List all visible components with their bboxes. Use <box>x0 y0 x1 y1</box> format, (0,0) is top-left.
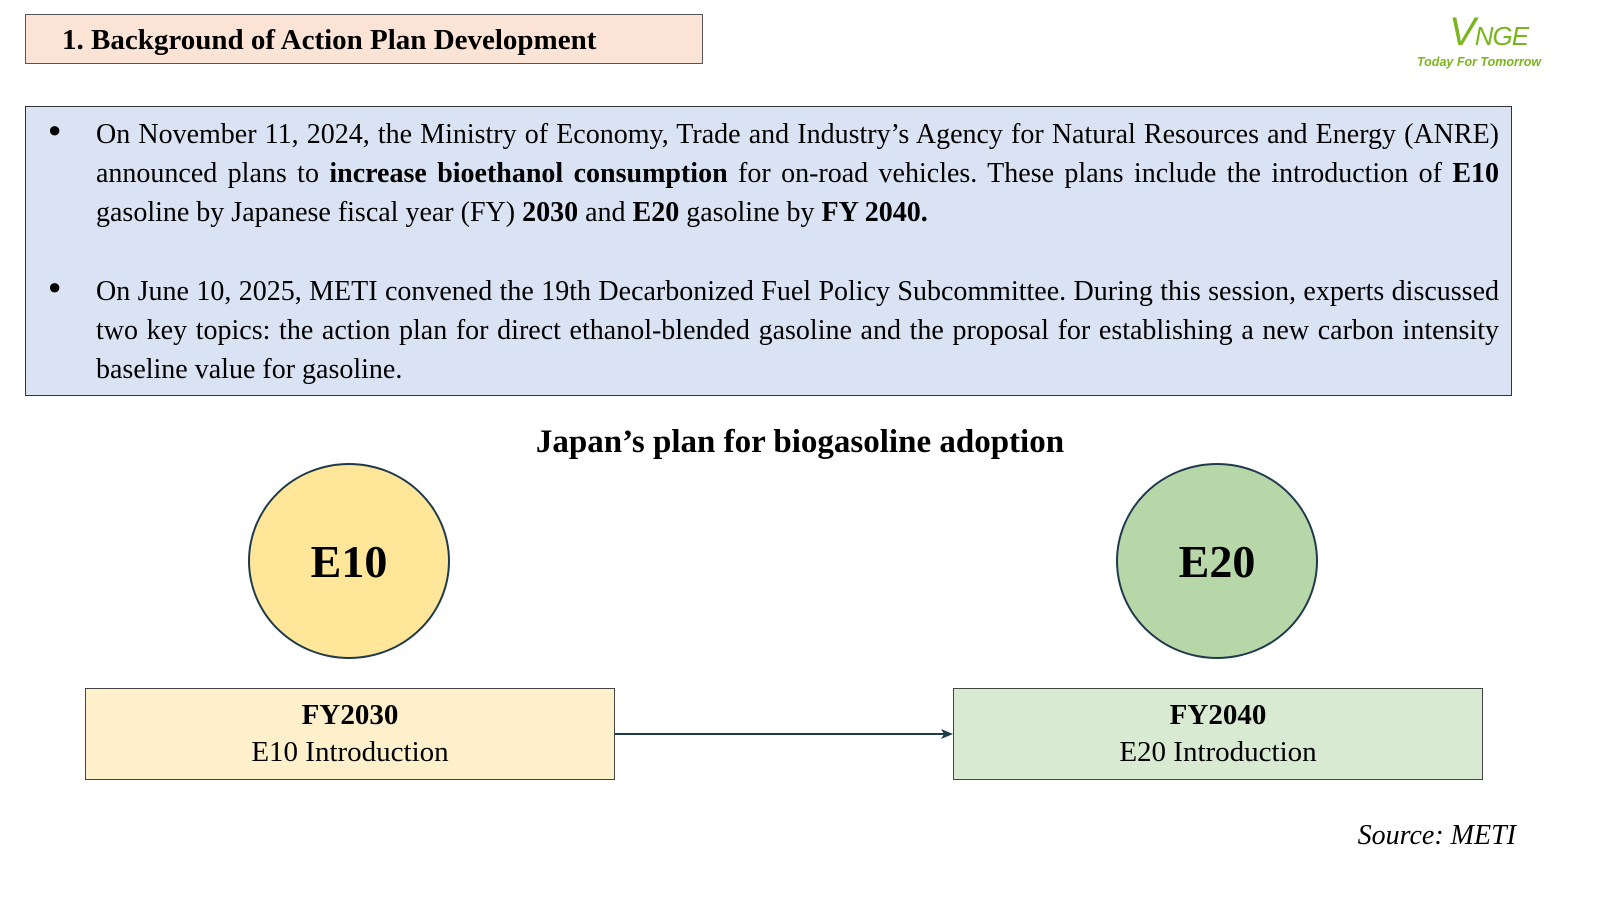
bullet-paragraph-1 <box>96 115 1499 232</box>
paragraph-text: On June 10, 2025, METI convened the 19th Decarbonized Fuel Policy Subcommittee. During this session, experts discussed two key topics: the action plan for direct ethanol-blended gasoline and the proposal for establishing a new carbon intensity baseline value for gasoline. <box>96 276 1499 385</box>
emphasis-text: increase bioethanol consumption <box>329 158 728 189</box>
e20-circle: E20 <box>1116 463 1318 659</box>
stage-year: FY2030 <box>301 699 399 731</box>
paragraph-text: On November 11, 2024, the Ministry of Economy, Trade and Industry’s Agency for Natural Resources and Energy (ANRE) announced plans to <box>96 119 1499 189</box>
emphasis-text: FY 2040. <box>821 197 928 228</box>
paragraph-text: for on-road vehicles. These plans include the introduction of <box>727 158 1453 189</box>
emphasis-text: 2030 <box>522 197 579 228</box>
info-box <box>25 106 1512 396</box>
logo-mark: VNGE <box>1449 10 1529 54</box>
bullet-paragraph-2 <box>96 272 1499 389</box>
stage-label: E20 Introduction <box>1119 736 1317 768</box>
diagram-title: Japan’s plan for biogasoline adoption <box>535 424 1065 460</box>
emphasis-text: E20 <box>632 197 680 228</box>
paragraph-text: gasoline by <box>679 197 822 228</box>
logo-tagline: Today For Tomorrow <box>1417 55 1542 69</box>
stage-fy2040-box <box>953 688 1483 780</box>
stage-label: E10 Introduction <box>251 736 449 768</box>
bullet-dot: ● <box>48 117 62 142</box>
vnge-logo <box>1415 10 1555 76</box>
stage-fy2030-box <box>85 688 615 780</box>
paragraph-text: and <box>578 197 633 228</box>
stage-year: FY2040 <box>1169 699 1267 731</box>
e10-circle: E10 <box>248 463 450 659</box>
bullet-dot: ● <box>48 274 62 299</box>
paragraph-text: gasoline by Japanese fiscal year (FY) <box>96 197 523 228</box>
timeline-arrow <box>615 724 955 744</box>
section-title: 1. Background of Action Plan Development <box>25 14 703 64</box>
source-note: Source: METI <box>1357 820 1516 851</box>
emphasis-text: E10 <box>1452 158 1499 189</box>
